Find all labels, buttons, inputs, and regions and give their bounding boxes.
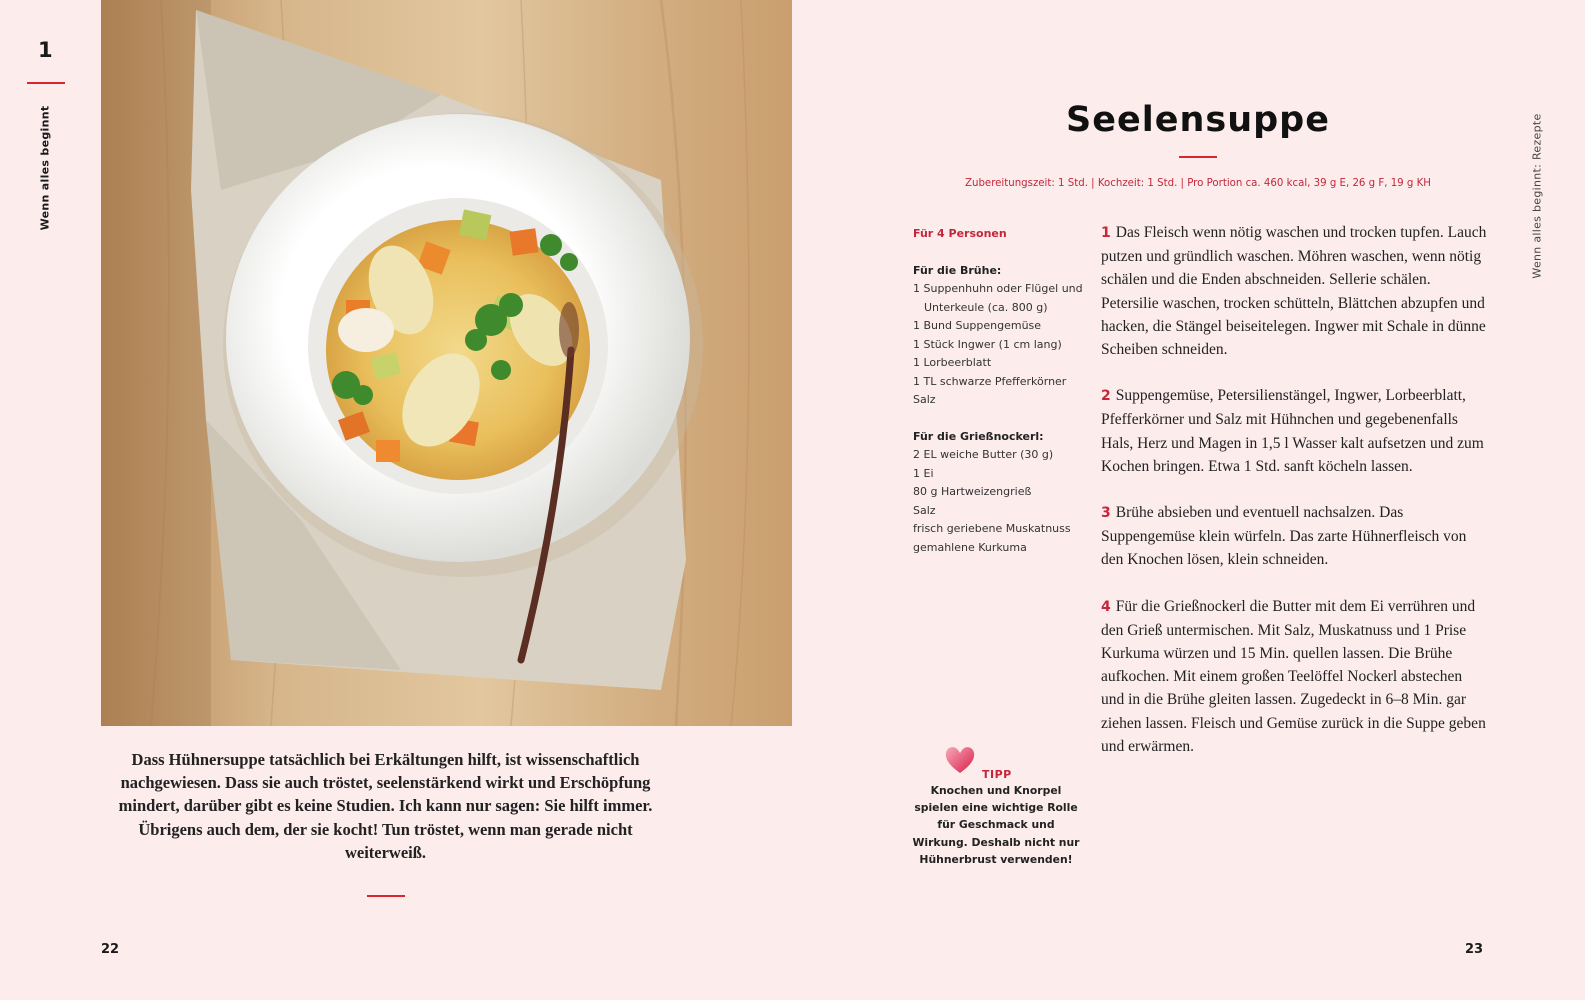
ingredient-item: Salz — [913, 393, 936, 406]
step-text: Das Fleisch wenn nötig waschen und trocken tupfen. Lauch putzen und gründlich waschen. Möhren waschen, wenn nötig schälen und die Enden abschneiden. Sellerie schälen. Petersilie waschen, trocken schütteln, Blättchen abzupfen und hacken, die Stängel beiseitelegen. Ingwer mit Schale in dünne Scheiben schneiden. — [1101, 224, 1487, 359]
ingredient-item: 1 TL schwarze Pfefferkörner — [913, 374, 1067, 388]
step-number: 2 — [1101, 388, 1111, 405]
step — [1101, 384, 1487, 478]
ingredient-item: Salz — [913, 503, 936, 517]
page-number-right: 23 — [1465, 942, 1484, 957]
tip-text: Knochen und Knorpel spielen eine wichtige Rolle für Geschmack und Wirkung. Deshalb nicht nur Hühnerbrust verwenden! — [912, 784, 1080, 866]
heart-icon — [943, 742, 977, 776]
broth-ingredients — [913, 280, 1095, 410]
step-number: 4 — [1101, 598, 1111, 615]
chapter-divider — [27, 82, 65, 84]
page-number-left: 22 — [101, 942, 120, 957]
ingredient-item: 80 g Hartweizengrieß — [913, 485, 1032, 498]
ingredient-item: 1 Bund Suppengemüse — [913, 319, 1042, 332]
title-divider — [1179, 156, 1217, 158]
step-text: Für die Grießnockerl die Butter mit dem Ei verrühren und den Grieß untermischen. Mit Salz, Muskatnuss und 1 Prise Kurkuma würzen und 15 Min. quellen lassen. Die Brühe aufkochen. Mit einem großen Teelöffel Nockerl abstechen und in die Brühe gleiten lassen. Zugedeckt in 6–8 Min. gar ziehen lassen. Fleisch und Gemüse zurück in die Suppe geben und erwärmen. — [1101, 597, 1486, 755]
intro-paragraph: Dass Hühnersuppe tatsächlich bei Erkältungen hilft, ist wissenschaftlich nachgewiesen. Dass sie auch tröstet, seelenstärkend wirkt und Erschöpfung mindert, darüber gibt es keine Studien. Ich kann nur sagen: Sie hilft immer. Übrigens auch dem, der sie kocht! Tun tröstet, wenn man gerade nicht weiterweiß. — [118, 750, 653, 862]
step — [1101, 501, 1487, 572]
ingredient-item: 1 Suppenhuhn oder Flügel und Unterkeule (ca. 800 g) — [913, 282, 1083, 314]
chapter-number: 1 — [38, 38, 53, 62]
ingredient-item: 1 Stück Ingwer (1 cm lang) — [913, 337, 1062, 351]
ingredient-item: 2 EL weiche Butter (30 g) — [913, 448, 1054, 461]
step — [1101, 221, 1487, 361]
ingredient-item: frisch geriebene Muskatnuss — [913, 522, 1071, 535]
ingredient-item: 1 Lorbeerblatt — [913, 356, 992, 369]
servings: Für 4 Personen — [913, 227, 1007, 240]
tip-label: TIPP — [982, 768, 1012, 781]
section-side-label: Wenn alles beginnt: Rezepte — [1530, 113, 1544, 279]
recipe-title: Seelensuppe — [1066, 100, 1330, 140]
method-steps — [1101, 221, 1487, 781]
dumpling-heading: Für die Grießnockerl: — [913, 429, 1044, 443]
ingredient-item: 1 Ei — [913, 466, 934, 480]
recipe-meta: Zubereitungszeit: 1 Std. | Kochzeit: 1 Std. | Pro Portion ca. 460 kcal, 39 g E, 26 g F, 19 g KH — [965, 178, 1431, 189]
step-text: Suppengemüse, Petersilienstängel, Ingwer, Lorbeerblatt, Pfefferkörner und Salz mit Hühnchen und gegebenenfalls Hals, Herz und Magen in 1,5 l Wasser kalt aufsetzen und zum Kochen bringen. Etwa 1 Std. sanft köcheln lassen. — [1101, 387, 1484, 475]
step-number: 1 — [1101, 225, 1111, 241]
chapter-side-label: Wenn alles beginnt — [38, 105, 52, 231]
ingredient-item: gemahlene Kurkuma — [913, 540, 1027, 554]
broth-heading: Für die Brühe: — [913, 263, 1002, 277]
step — [1101, 595, 1487, 758]
step-text: Brühe absieben und eventuell nachsalzen. Das Suppengemüse klein würfeln. Das zarte Hühnerfleisch von den Knochen lösen, klein schneiden. — [1101, 504, 1467, 569]
soup-photo — [101, 0, 792, 726]
dumpling-ingredients — [913, 446, 1095, 557]
ingredients-column — [913, 225, 1095, 575]
tip-box — [910, 742, 1082, 868]
step-number: 3 — [1101, 505, 1111, 522]
intro-divider — [367, 895, 405, 897]
